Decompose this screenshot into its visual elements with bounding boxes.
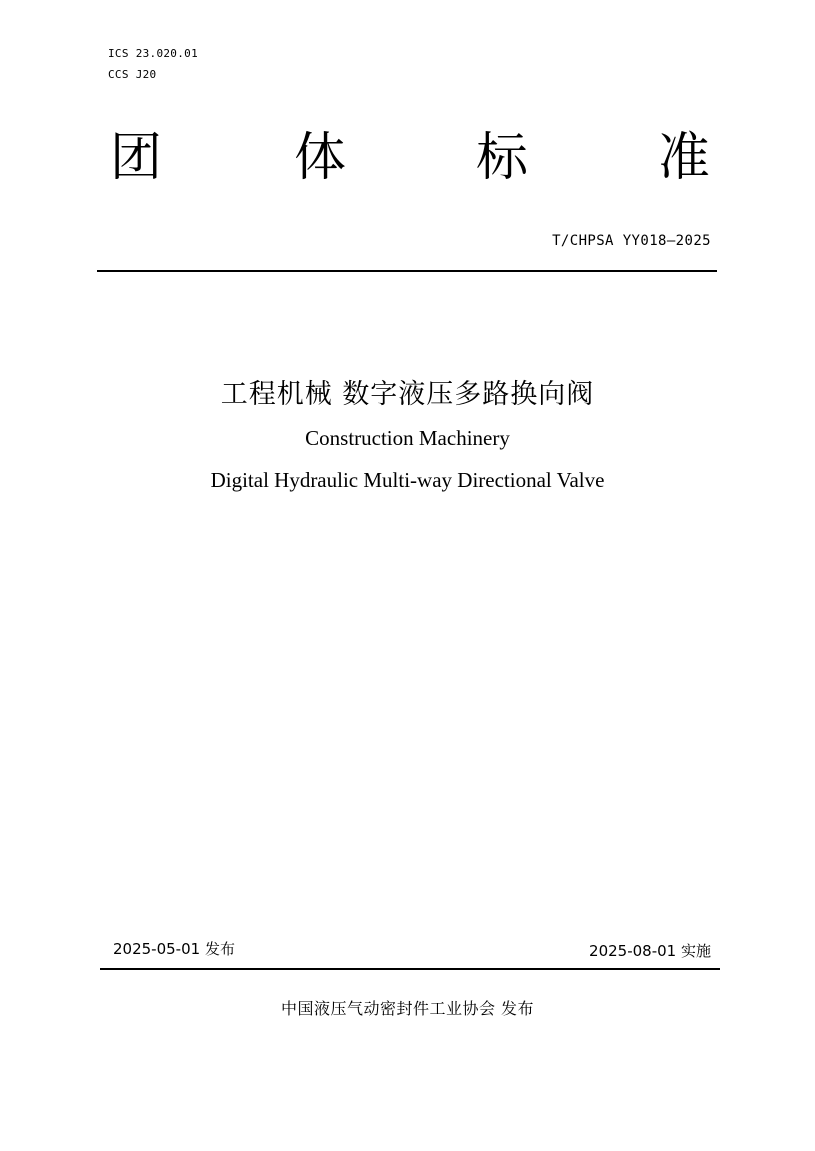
standard-type-char-1: 团 — [110, 128, 163, 188]
issue-date: 2025-05-01 发布 — [113, 940, 235, 958]
standard-type-char-3: 标 — [476, 128, 529, 188]
standard-type-char-2: 体 — [294, 128, 347, 188]
bottom-divider — [100, 968, 720, 970]
title-chinese: 工程机械 数字液压多路换向阀 — [220, 379, 595, 410]
ccs-code: CCS J20 — [108, 68, 157, 81]
title-english-line1: Construction Machinery — [305, 426, 510, 450]
standard-type-char-4: 准 — [658, 128, 711, 188]
publisher: 中国液压气动密封件工业协会 发布 — [280, 999, 535, 1018]
title-english-line2: Digital Hydraulic Multi-way Directional Valve — [210, 468, 605, 492]
implementation-date: 2025-08-01 实施 — [589, 942, 711, 960]
top-divider — [97, 270, 717, 272]
ics-code: ICS 23.020.01 — [108, 47, 198, 60]
standard-code: T/CHPSA YY018—2025 — [552, 233, 711, 249]
